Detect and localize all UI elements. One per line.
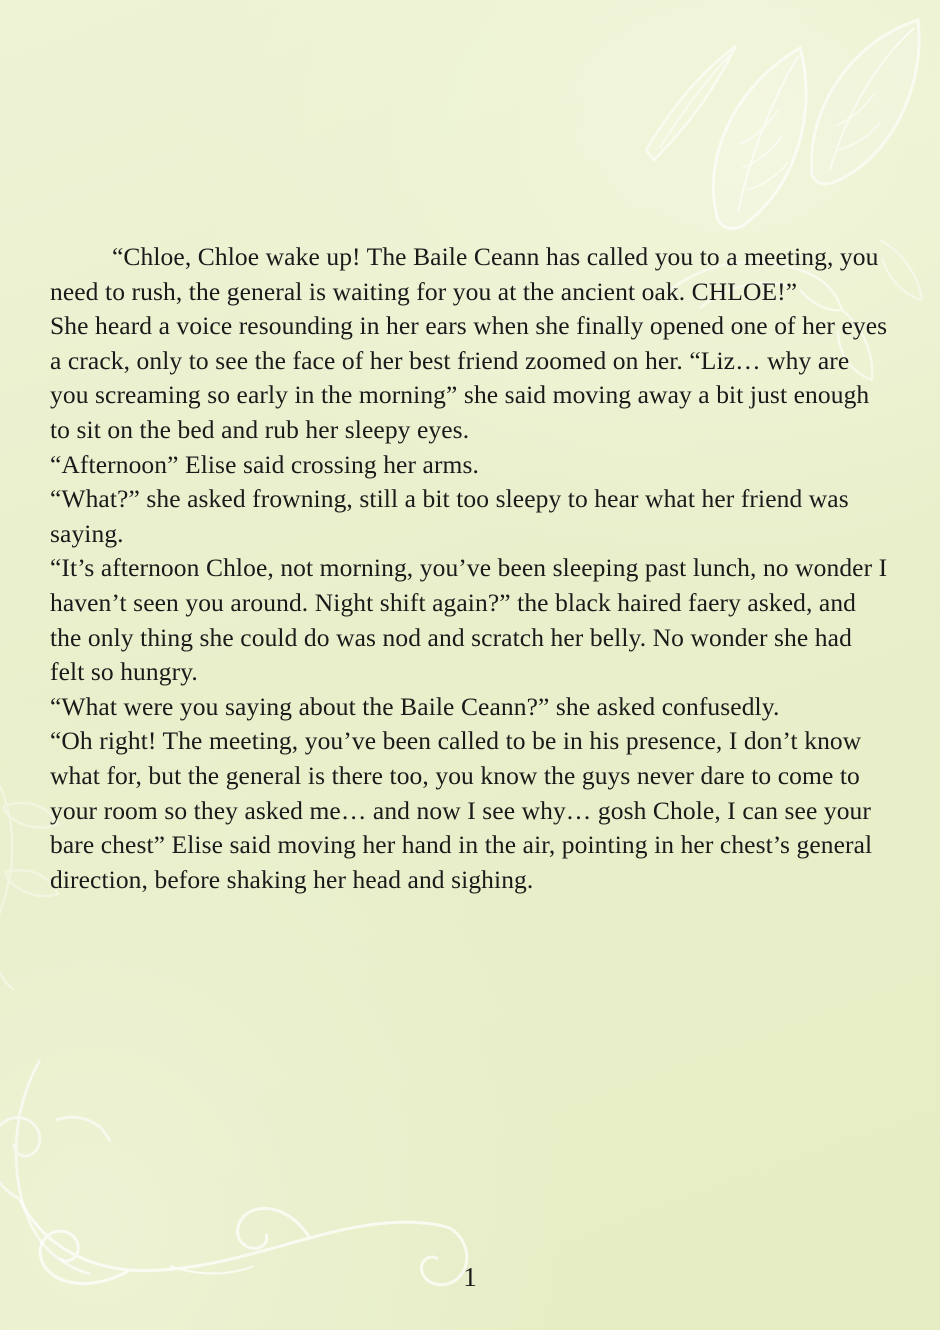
swirl-ornament-bottom-icon xyxy=(10,1170,510,1330)
paragraph: “Afternoon” Elise said crossing her arms. xyxy=(50,449,479,479)
page-number: 1 xyxy=(463,1262,477,1292)
paragraph: “Oh right! The meeting, you’ve been called to be in his presence, I don’t know what for, but the general is there too, you know the guys never dare to come to your room so they asked me… and now I see why… gosh Chole, I can see your bare chest” Elise said moving her hand in the air, pointing in her chest’s general direction, before shaking her head and sighing. xyxy=(50,726,873,894)
swirl-ornament-left-icon xyxy=(0,1050,160,1290)
paragraph: “Chloe, Chloe wake up! The Baile Ceann has called you to a meeting, you need to rush, the general is waiting for you at the ancient oak. CHLOE!” xyxy=(50,242,879,306)
paragraph: She heard a voice resounding in her ears when she finally opened one of her eyes a crack, only to see the face of her best friend zoomed on her. “Liz… why are you screaming so early in the morning” she said moving away a bit just enough to sit on the bed and rub her sleepy eyes. xyxy=(50,311,888,444)
page-body-text xyxy=(50,240,890,897)
paragraph: “It’s afternoon Chloe, not morning, you’ve been sleeping past lunch, no wonder I haven’t seen you around. Night shift again?” the black haired faery asked, and the only thing she could do was nod and scratch her belly. No wonder she had felt so hungry. xyxy=(50,553,888,687)
paragraph: “What were you saying about the Baile Ceann?” she asked confusedly. xyxy=(50,691,780,721)
paragraph: “What?” she asked frowning, still a bit too sleepy to hear what her friend was saying. xyxy=(50,484,849,548)
